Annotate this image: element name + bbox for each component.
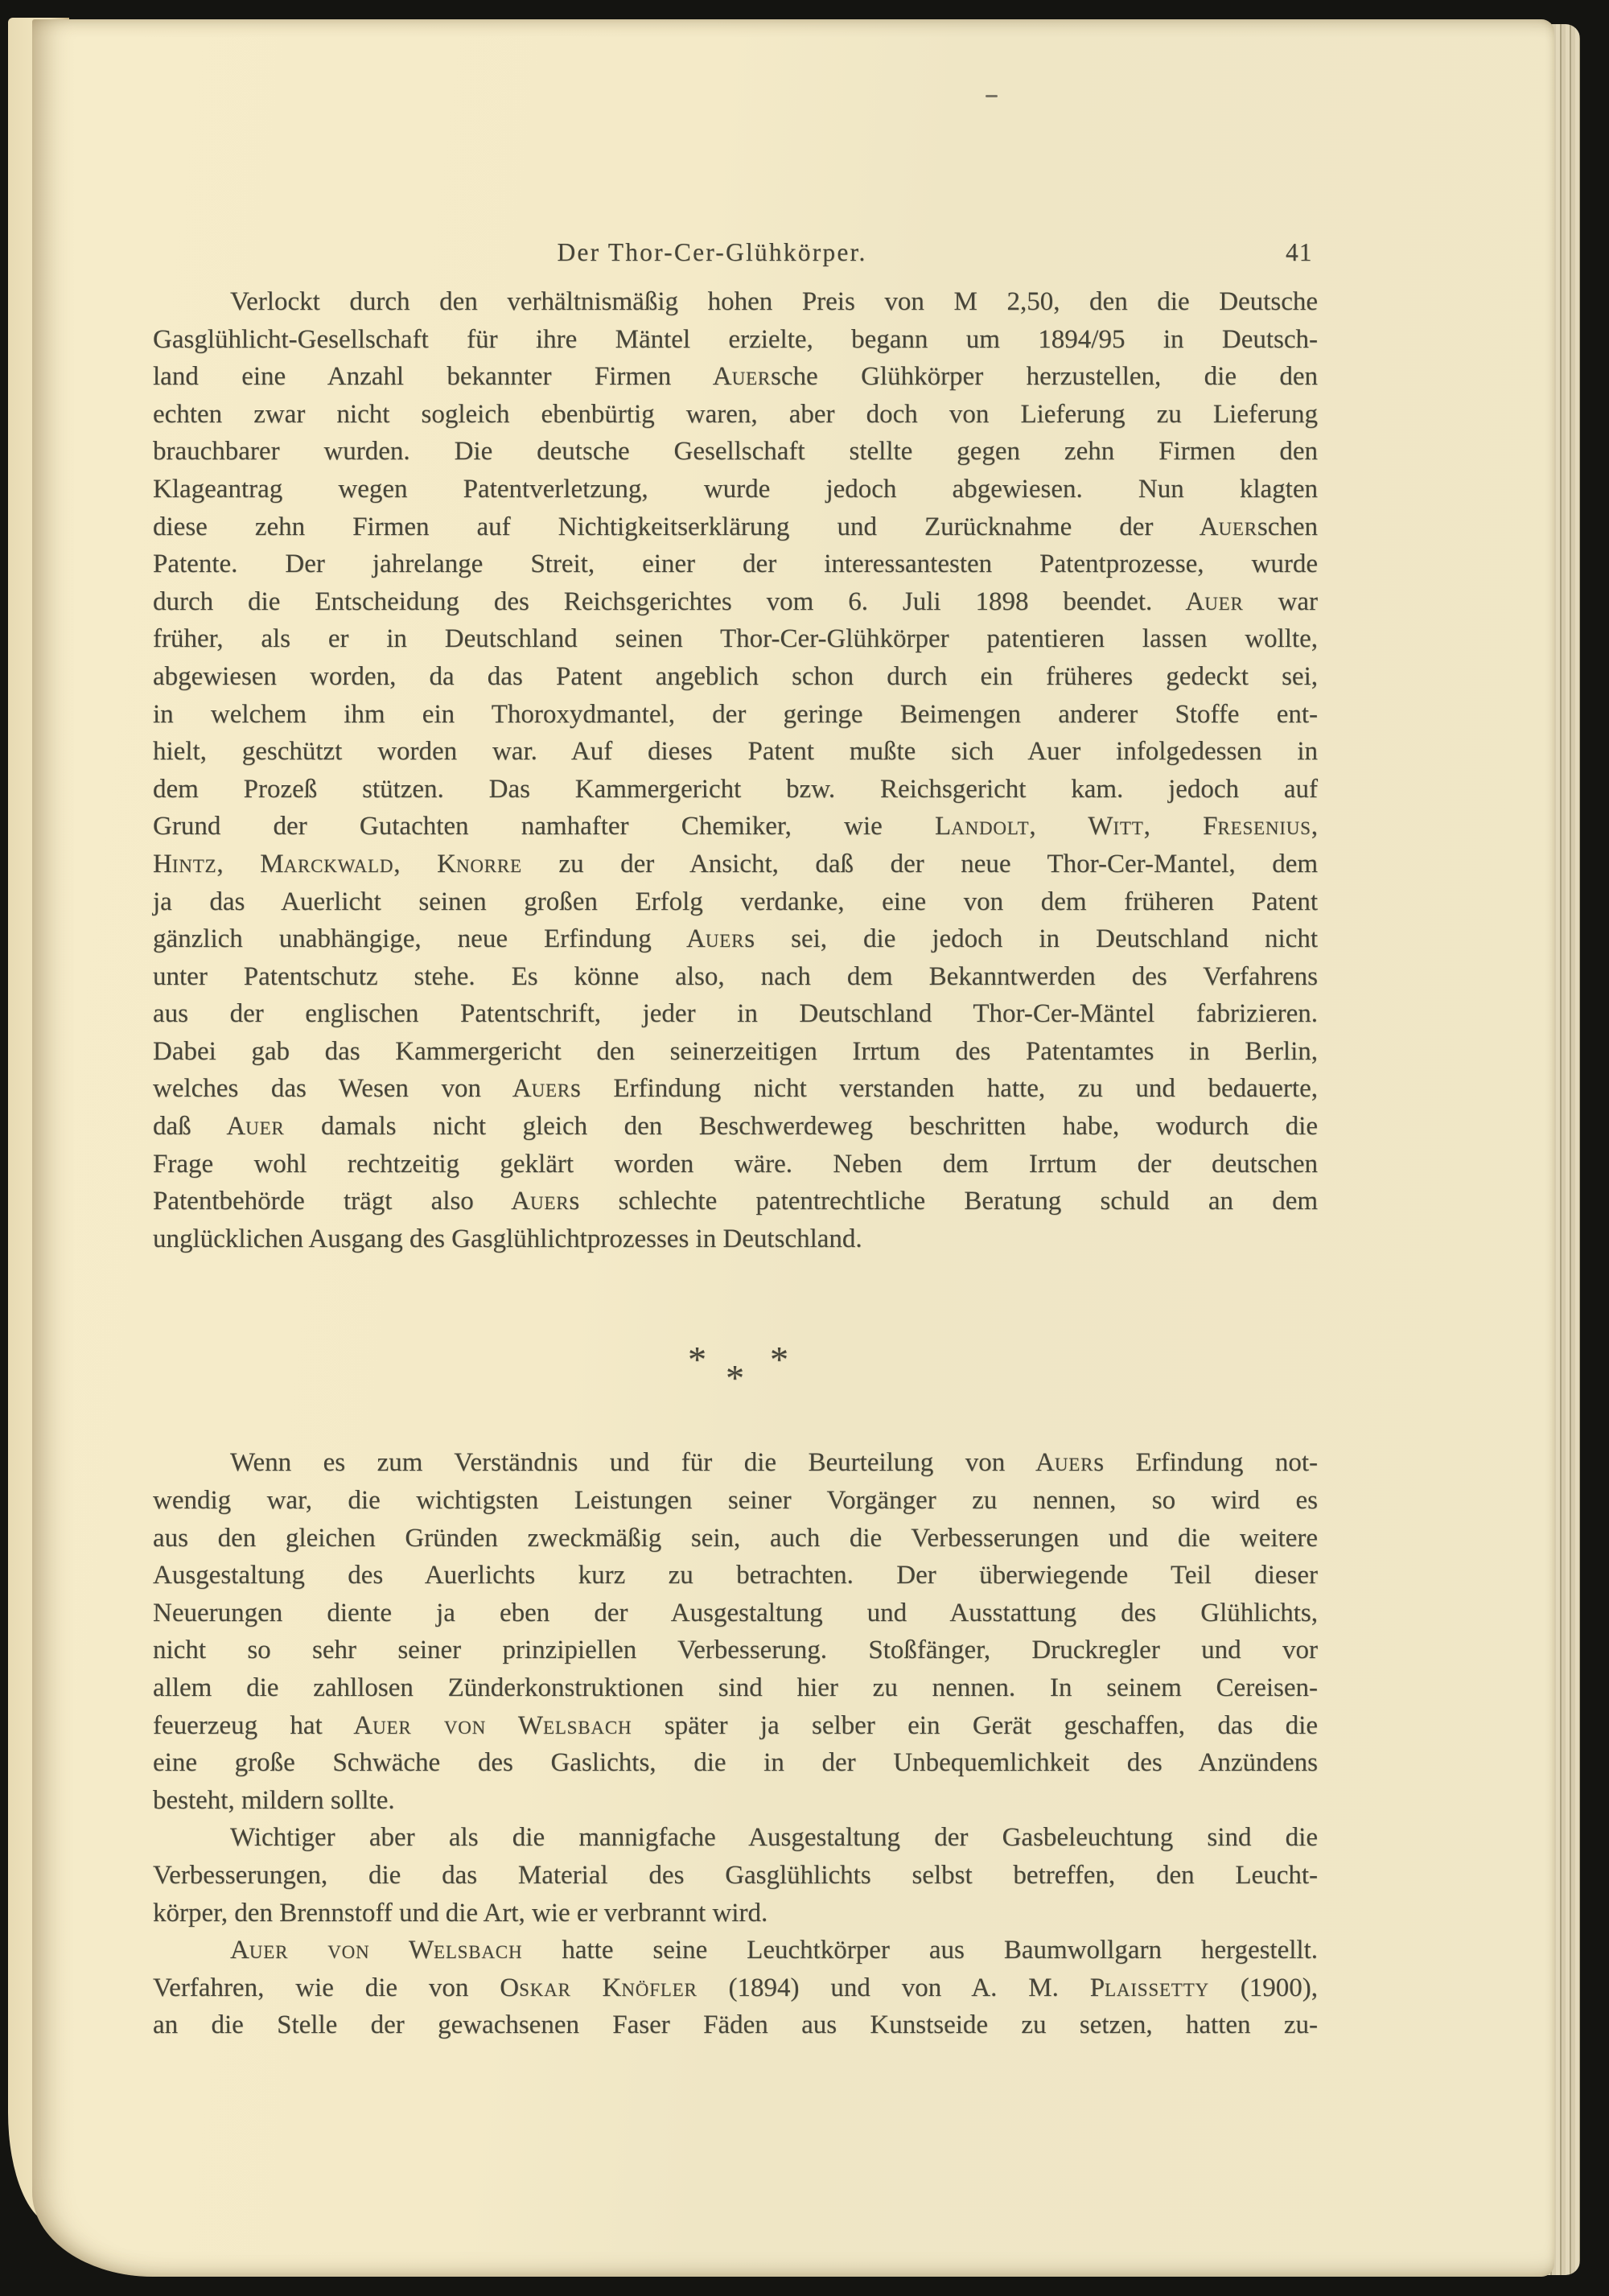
stray-mark	[986, 95, 998, 97]
text-line: Wenn es zum Verständnis und für die Beurteilung von Auers Erfindung not-	[230, 1448, 1318, 1478]
text-line: daß Auer damals nicht gleich den Beschwerdeweg beschritten habe, wodurch die	[153, 1112, 1318, 1142]
page-number: 41	[1286, 238, 1313, 266]
text-line: in welchem ihm ein Thoroxydmantel, der geringe Beimengen anderer Stoffe ent-	[153, 699, 1318, 729]
text-line: Klageantrag wegen Patentverletzung, wurde jedoch abgewiesen. Nun klagten	[153, 474, 1318, 504]
text-line: brauchbarer wurden. Die deutsche Gesellschaft stellte gegen zehn Firmen den	[153, 437, 1318, 467]
text-line: ja das Auerlicht seinen großen Erfolg verdanke, eine von dem früheren Patent	[153, 887, 1318, 916]
paragraph	[153, 1932, 1318, 2044]
running-head: Der Thor-Cer-Glühkörper.	[557, 238, 867, 266]
text-line: Verlockt durch den verhältnismäßig hohen Preis von M 2,50, den die Deutsche	[230, 287, 1318, 316]
asterisk: *	[688, 1339, 706, 1380]
text-line: aus der englischen Patentschrift, jeder in Deutschland Thor-Cer-Mäntel fabrizieren.	[153, 999, 1318, 1029]
asterism-separator	[153, 1257, 1318, 1444]
text-line: gänzlich unabhängige, neue Erfindung Auers sei, die jedoch in Deutschland nicht	[153, 924, 1318, 954]
text-line: Patente. Der jahrelange Streit, einer der interessantesten Patentprozesse, wurde	[153, 549, 1318, 579]
text-line: Gasglühlicht-Gesellschaft für ihre Mäntel erzielte, begann um 1894/95 in Deutsch-	[153, 324, 1318, 354]
text-line: durch die Entscheidung des Reichsgerichtes vom 6. Juli 1898 beendet. Auer war	[153, 586, 1318, 616]
text-line: unter Patentschutz stehe. Es könne also, nach dem Bekanntwerden des Verfahrens	[153, 961, 1318, 991]
text-line: diese zehn Firmen auf Nichtigkeitserklärung und Zurücknahme der Auerschen	[153, 512, 1318, 541]
text-line: land eine Anzahl bekannter Firmen Auersche Glühkörper herzustellen, die den	[153, 362, 1318, 392]
text-line: Wichtiger aber als die mannigfache Ausgestaltung der Gasbeleuchtung sind die	[230, 1823, 1318, 1853]
text-line: Verfahren, wie die von Oskar Knöfler (1894) und von A. M. Plaissetty (1900),	[153, 1973, 1319, 2002]
text-line: Hintz, Marckwald, Knorre zu der Ansicht, daß der neue Thor-Cer-Mantel, dem	[153, 849, 1319, 878]
text-line: wendig war, die wichtigsten Leistungen seiner Vorgänger zu nennen, so wird es	[153, 1486, 1318, 1516]
text-block	[153, 283, 1318, 2044]
paragraph	[153, 1819, 1318, 1932]
text-line: echten zwar nicht sogleich ebenbürtig waren, aber doch von Lieferung zu Lieferung	[153, 399, 1318, 429]
text-line: allem die zahllosen Zünderkonstruktionen sind hier zu nennen. In seinem Cereisen-	[153, 1673, 1318, 1702]
text-line: nicht so sehr seiner prinzipiellen Verbesserung. Stoßfänger, Druckregler und vor	[153, 1636, 1318, 1665]
text-line: Dabei gab das Kammergericht den seinerzeitigen Irrtum des Patentamtes in Berlin,	[153, 1036, 1318, 1066]
text-line: Auer von Welsbach hatte seine Leuchtkörper aus Baumwollgarn hergestellt.	[230, 1936, 1319, 1965]
text-line: Frage wohl rechtzeitig geklärt worden wäre. Neben dem Irrtum der deutschen	[153, 1149, 1318, 1179]
text-line: besteht, mildern sollte.	[153, 1785, 395, 1815]
text-line: Ausgestaltung des Auerlichts kurz zu betrachten. Der überwiegende Teil dieser	[153, 1561, 1318, 1590]
text-line: an die Stelle der gewachsenen Faser Fäden aus Kunstseide zu setzen, hatten zu-	[153, 2010, 1318, 2040]
asterisk: *	[770, 1339, 788, 1380]
page	[32, 19, 1554, 2277]
text-line: feuerzeug hat Auer von Welsbach später ja selber ein Gerät geschaffen, das die	[153, 1710, 1318, 1740]
text-line: dem Prozeß stützen. Das Kammergericht bzw. Reichsgericht kam. jedoch auf	[153, 774, 1318, 804]
text-line: hielt, geschützt worden war. Auf dieses Patent mußte sich Auer infolgedessen in	[153, 737, 1318, 767]
text-line: Grund der Gutachten namhafter Chemiker, wie Landolt, Witt, Fresenius,	[153, 812, 1319, 841]
text-line: eine große Schwäche des Gaslichts, die in der Unbequemlichkeit des Anzündens	[153, 1748, 1318, 1778]
text-line: abgewiesen worden, da das Patent angeblich schon durch ein früheres gedeckt sei,	[153, 661, 1318, 691]
text-line: welches das Wesen von Auers Erfindung nicht verstanden hatte, zu und bedauerte,	[153, 1074, 1318, 1104]
text-line: unglücklichen Ausgang des Gasglühlichtprozesses in Deutschland.	[153, 1224, 862, 1253]
text-line: Verbesserungen, die das Material des Gasglühlichts selbst betreffen, den Leucht-	[153, 1860, 1318, 1890]
paragraph	[153, 283, 1318, 1257]
text-line: Patentbehörde trägt also Auers schlechte patentrechtliche Beratung schuld an dem	[153, 1187, 1319, 1216]
text-line: körper, den Brennstoff und die Art, wie er verbrannt wird.	[153, 1898, 768, 1928]
paragraph	[153, 1444, 1318, 1819]
text-line: Neuerungen diente ja eben der Ausgestaltung und Ausstattung des Glühlichts,	[153, 1598, 1318, 1627]
text-line: aus den gleichen Gründen zweckmäßig sein, auch die Verbesserungen und die weitere	[153, 1523, 1318, 1553]
page-header	[153, 238, 1318, 272]
asterisk: *	[726, 1357, 744, 1399]
text-line: früher, als er in Deutschland seinen Thor-Cer-Glühkörper patentieren lassen wollte,	[153, 624, 1318, 654]
